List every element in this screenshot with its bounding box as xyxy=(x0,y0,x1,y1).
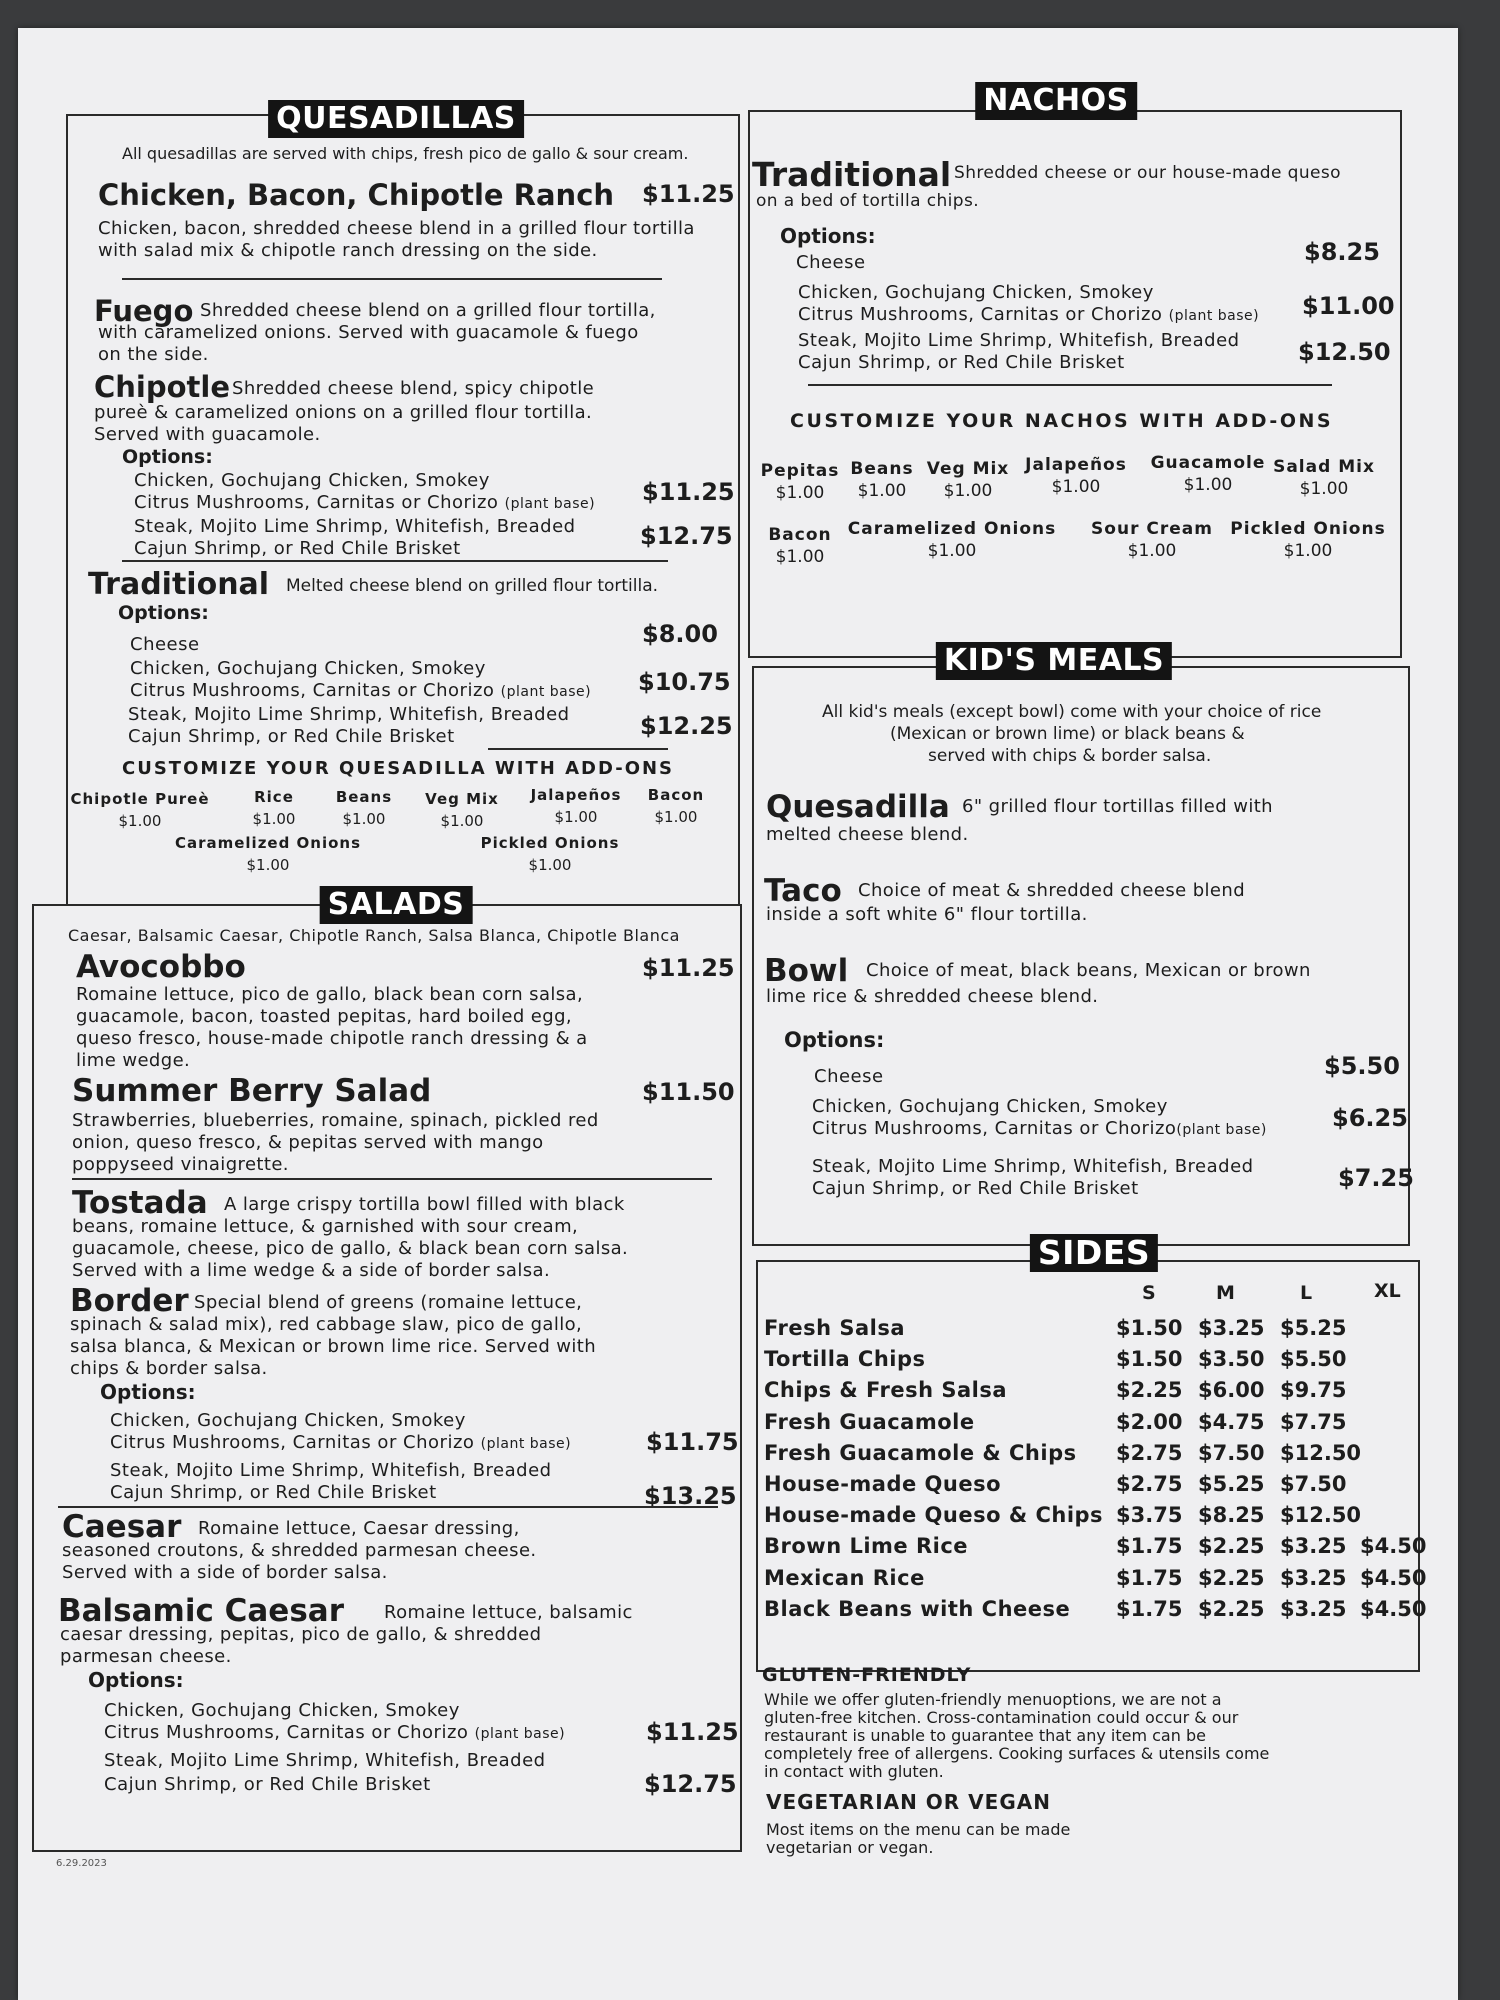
side-price-m: $5.25 xyxy=(1198,1472,1265,1496)
traditional-opt2-price: $12.25 xyxy=(640,712,733,740)
chipotle-opt2-line2: Cajun Shrimp, or Red Chile Brisket xyxy=(134,538,461,559)
kids-meals-header: KID'S MEALS xyxy=(936,642,1172,680)
side-price-l: $7.50 xyxy=(1280,1472,1347,1496)
nachos-opt0-price: $8.25 xyxy=(1304,238,1380,266)
side-item-name: Fresh Salsa xyxy=(764,1316,906,1340)
desc-fuego-1: Shredded cheese blend on a grilled flour tortilla, xyxy=(200,300,656,321)
addon-chipotle-puree xyxy=(71,788,210,832)
plant-base-note: (plant base) xyxy=(474,1726,566,1742)
veg-line-1: Most items on the menu can be made xyxy=(766,1820,1071,1839)
addon-name: Guacamole xyxy=(1150,453,1266,473)
desc-tostada-3: guacamole, cheese, pico de gallo, & black bean corn salsa. xyxy=(72,1238,629,1259)
nachos-opt0: Cheese xyxy=(796,252,866,273)
nachos-opt1-line1: Chicken, Gochujang Chicken, Smokey xyxy=(798,282,1154,303)
side-price-m: $3.25 xyxy=(1198,1316,1265,1340)
desc-traditional-nachos-1: Shredded cheese or our house-made queso xyxy=(954,163,1341,183)
sides-col-xl: XL xyxy=(1374,1280,1401,1302)
side-price-s: $1.50 xyxy=(1116,1347,1183,1372)
addon-name: Beans xyxy=(335,788,393,806)
addon-pickled-onions xyxy=(481,832,620,876)
side-price-l: $5.25 xyxy=(1280,1316,1347,1340)
balsamic-opt2-line2: Cajun Shrimp, or Red Chile Brisket xyxy=(104,1774,431,1795)
addon-price: $1.00 xyxy=(775,483,825,503)
addon-pickled-onions xyxy=(1230,518,1385,562)
side-item-name: Mexican Rice xyxy=(764,1565,925,1590)
price-avocobbo: $11.25 xyxy=(642,954,735,982)
addon-price: $1.00 xyxy=(528,856,572,874)
side-price-m: $2.25 xyxy=(1198,1596,1265,1621)
addon-price: $1.00 xyxy=(1051,477,1101,497)
side-price-l: $3.25 xyxy=(1280,1565,1347,1590)
desc-avocobbo-4: lime wedge. xyxy=(76,1050,191,1071)
side-item-name: Fresh Guacamole & Chips xyxy=(764,1440,1077,1465)
addon-price: $1.00 xyxy=(342,810,386,828)
quesadillas-header: QUESADILLAS xyxy=(268,100,524,138)
item-balsamic-caesar: Balsamic Caesar xyxy=(58,1593,344,1629)
gluten-line-1: While we offer gluten-friendly menuoptions, we are not a xyxy=(764,1690,1222,1709)
traditional-options-label: Options: xyxy=(118,602,209,624)
nachos-options-label: Options: xyxy=(780,224,876,248)
nachos-opt2-line1: Steak, Mojito Lime Shrimp, Whitefish, Breaded xyxy=(798,330,1240,351)
balsamic-opt1-line1: Chicken, Gochujang Chicken, Smokey xyxy=(104,1700,460,1721)
chipotle-opt1-line2 xyxy=(134,492,595,515)
addon-name: Beans xyxy=(850,459,914,479)
border-opt1-line1: Chicken, Gochujang Chicken, Smokey xyxy=(110,1410,466,1431)
item-kids-quesadilla: Quesadilla xyxy=(766,789,950,825)
side-price-l: $3.25 xyxy=(1280,1534,1347,1559)
addon-pepitas xyxy=(761,460,840,504)
border-opt2-line1: Steak, Mojito Lime Shrimp, Whitefish, Breaded xyxy=(110,1460,552,1481)
kids-opt0-price: $5.50 xyxy=(1324,1052,1400,1080)
desc-traditional-nachos-2: on a bed of tortilla chips. xyxy=(756,191,980,211)
desc-fuego-3: on the side. xyxy=(98,344,209,365)
side-price-s: $1.50 xyxy=(1116,1316,1183,1340)
desc-chicken-bacon-chipotle-ranch: Chicken, bacon, shredded cheese blend in a grilled flour tortilla with salad mix & chipotle ranch dressing on the side. xyxy=(98,218,695,261)
side-item-name: Black Beans with Cheese xyxy=(764,1596,1071,1621)
plant-base-note: (plant base) xyxy=(480,1436,572,1452)
side-price-m: $7.50 xyxy=(1198,1440,1265,1465)
side-price-l: $12.50 xyxy=(1280,1440,1362,1465)
addon-price: $1.00 xyxy=(775,547,825,567)
addon-jalapenos xyxy=(1025,454,1127,498)
addon-price: $1.00 xyxy=(1183,475,1233,495)
addon-price: $1.00 xyxy=(1127,541,1177,561)
desc-berry-2: onion, queso fresco, & pepitas served with mango xyxy=(72,1132,544,1153)
addon-bacon xyxy=(648,784,704,828)
desc-chipotle-3: Served with guacamole. xyxy=(94,424,321,445)
addon-jalapenos xyxy=(531,784,622,828)
desc-balsamic-1: Romaine lettuce, balsamic xyxy=(384,1602,633,1623)
traditional-opt0-price: $8.00 xyxy=(642,620,718,648)
addon-rice xyxy=(253,786,296,830)
kids-opt0: Cheese xyxy=(814,1066,884,1087)
addon-price: $1.00 xyxy=(1283,541,1333,561)
addon-name: Bacon xyxy=(768,525,832,545)
addon-name: Jalapeños xyxy=(530,786,622,804)
plant-base-note: (plant base) xyxy=(1168,308,1260,324)
kids-intro-1: All kid's meals (except bowl) come with your choice of rice xyxy=(822,702,1322,722)
side-item-name: Tortilla Chips xyxy=(764,1347,926,1372)
opt-text: Citrus Mushrooms, Carnitas or Chorizo xyxy=(812,1118,1177,1139)
addon-price: $1.00 xyxy=(654,808,698,826)
gluten-line-3: restaurant is unable to guarantee that any item can be xyxy=(764,1726,1206,1745)
side-price-s: $2.75 xyxy=(1116,1440,1183,1465)
addon-beans xyxy=(850,458,913,502)
balsamic-opt2-price: $12.75 xyxy=(644,1770,737,1798)
border-opt2-price: $13.25 xyxy=(644,1482,737,1510)
side-item-name: Chips & Fresh Salsa xyxy=(764,1378,1008,1403)
addon-caramelized-onions xyxy=(175,832,361,876)
item-border: Border xyxy=(70,1283,189,1319)
side-price-xl: $4.50 xyxy=(1360,1565,1427,1590)
desc-caesar-3: Served with a side of border salsa. xyxy=(62,1562,388,1583)
addon-price: $1.00 xyxy=(246,856,290,874)
item-traditional-nachos: Traditional xyxy=(752,155,952,194)
item-chicken-bacon-chipotle-ranch: Chicken, Bacon, Chipotle Ranch xyxy=(98,178,615,212)
balsamic-opt1-line2 xyxy=(104,1722,565,1745)
side-price-s: $3.75 xyxy=(1116,1503,1183,1528)
addon-beans xyxy=(336,786,392,830)
traditional-opt1-line1: Chicken, Gochujang Chicken, Smokey xyxy=(130,658,486,679)
chipotle-opt1-line1: Chicken, Gochujang Chicken, Smokey xyxy=(134,470,490,491)
opt-text: Citrus Mushrooms, Carnitas or Chorizo xyxy=(134,492,499,513)
item-caesar: Caesar xyxy=(62,1509,182,1545)
item-traditional-quesadilla: Traditional xyxy=(88,567,270,602)
addon-name: Bacon xyxy=(647,786,705,804)
addon-price: $1.00 xyxy=(252,810,296,828)
item-kids-taco: Taco xyxy=(764,873,842,909)
menu-date: 6.29.2023 xyxy=(56,1858,107,1869)
kids-intro-2: (Mexican or brown lime) or black beans & xyxy=(890,724,1245,744)
addon-name: Pickled Onions xyxy=(1230,519,1386,539)
addon-guacamole xyxy=(1151,452,1266,496)
traditional-opt2-line2: Cajun Shrimp, or Red Chile Brisket xyxy=(128,726,455,747)
side-price-m: $3.50 xyxy=(1198,1347,1265,1372)
addon-veg-mix xyxy=(425,788,499,832)
nachos-opt2-line2: Cajun Shrimp, or Red Chile Brisket xyxy=(798,352,1125,373)
salads-header: SALADS xyxy=(320,886,473,924)
kids-opt2-line2: Cajun Shrimp, or Red Chile Brisket xyxy=(812,1178,1139,1199)
side-item-name: House-made Queso xyxy=(764,1472,1002,1496)
addon-name: Rice xyxy=(254,788,294,806)
opt-text: Citrus Mushrooms, Carnitas or Chorizo xyxy=(104,1722,469,1743)
nachos-addons-title: CUSTOMIZE YOUR NACHOS WITH ADD-ONS xyxy=(790,410,1334,432)
border-opt2-line2: Cajun Shrimp, or Red Chile Brisket xyxy=(110,1482,437,1503)
desc-kids-bowl-2: lime rice & shredded cheese blend. xyxy=(766,986,1099,1007)
nachos-header: NACHOS xyxy=(975,82,1137,120)
quesadillas-intro: All quesadillas are served with chips, fresh pico de gallo & sour cream. xyxy=(122,144,689,163)
side-price-xl: $4.50 xyxy=(1360,1534,1427,1559)
desc-kids-taco-2: inside a soft white 6" flour tortilla. xyxy=(766,904,1088,925)
chipotle-opt2-price: $12.75 xyxy=(640,522,733,550)
item-fuego: Fuego xyxy=(94,294,194,328)
traditional-opt1-line2 xyxy=(130,680,591,703)
traditional-opt1-price: $10.75 xyxy=(638,668,731,696)
addon-name: Pepitas xyxy=(760,461,840,481)
gluten-line-4: completely free of allergens. Cooking surfaces & utensils come xyxy=(764,1744,1270,1763)
desc-tostada-1: A large crispy tortilla bowl filled with black xyxy=(224,1194,625,1215)
veg-title: VEGETARIAN OR VEGAN xyxy=(766,1790,1051,1814)
desc-tostada-2: beans, romaine lettuce, & garnished with sour cream, xyxy=(72,1216,579,1237)
border-options-label: Options: xyxy=(100,1380,196,1404)
border-opt1-line2 xyxy=(110,1432,571,1455)
gluten-line-5: in contact with gluten. xyxy=(764,1762,944,1781)
kids-opt1-price: $6.25 xyxy=(1332,1104,1408,1132)
desc-avocobbo-1: Romaine lettuce, pico de gallo, black bean corn salsa, xyxy=(76,984,584,1005)
item-tostada: Tostada xyxy=(72,1185,208,1221)
side-price-s: $2.00 xyxy=(1116,1409,1183,1434)
side-price-m: $6.00 xyxy=(1198,1378,1265,1403)
desc-kids-quesadilla-1: 6" grilled flour tortillas filled with xyxy=(962,796,1273,817)
addon-price: $1.00 xyxy=(943,481,993,501)
addon-veg-mix xyxy=(927,458,1010,502)
kids-options-label: Options: xyxy=(784,1028,885,1052)
side-price-s: $2.25 xyxy=(1116,1378,1183,1403)
divider xyxy=(58,1506,718,1508)
menu-page xyxy=(18,28,1458,2000)
divider xyxy=(808,384,1332,386)
desc-chipotle-1: Shredded cheese blend, spicy chipotle xyxy=(232,378,595,399)
addon-salad-mix xyxy=(1273,456,1375,500)
addon-price: $1.00 xyxy=(1299,479,1349,499)
traditional-opt2-line1: Steak, Mojito Lime Shrimp, Whitefish, Breaded xyxy=(128,704,570,725)
salad-dressings: Caesar, Balsamic Caesar, Chipotle Ranch, Salsa Blanca, Chipotle Blanca xyxy=(68,926,680,945)
kids-opt1-line1: Chicken, Gochujang Chicken, Smokey xyxy=(812,1096,1168,1117)
balsamic-opt2-line1: Steak, Mojito Lime Shrimp, Whitefish, Breaded xyxy=(104,1750,546,1771)
addon-bacon xyxy=(768,524,831,568)
addon-name: Salad Mix xyxy=(1273,457,1375,477)
addon-price: $1.00 xyxy=(554,808,598,826)
addon-name: Sour Cream xyxy=(1091,519,1213,539)
divider xyxy=(122,278,662,280)
opt-text: Citrus Mushrooms, Carnitas or Chorizo xyxy=(130,680,495,701)
addon-name: Jalapeños xyxy=(1025,455,1127,475)
side-price-s: $1.75 xyxy=(1116,1534,1183,1559)
desc-border-1: Special blend of greens (romaine lettuce, xyxy=(194,1292,583,1313)
nachos-opt1-line2 xyxy=(798,304,1259,327)
price-chicken-bacon-chipotle-ranch: $11.25 xyxy=(642,180,735,208)
opt-text: Citrus Mushrooms, Carnitas or Chorizo xyxy=(798,304,1163,325)
desc-avocobbo-2: guacamole, bacon, toasted pepitas, hard boiled egg, xyxy=(76,1006,573,1027)
addon-name: Pickled Onions xyxy=(480,834,620,852)
quesadilla-addons-title: CUSTOMIZE YOUR QUESADILLA WITH ADD-ONS xyxy=(122,758,675,779)
addon-name: Caramelized Onions xyxy=(847,519,1057,539)
side-item-name: Fresh Guacamole xyxy=(764,1409,975,1434)
desc-border-2: spinach & salad mix), red cabbage slaw, pico de gallo, xyxy=(70,1314,583,1335)
item-summer-berry-salad: Summer Berry Salad xyxy=(72,1073,432,1109)
gluten-line-2: gluten-free kitchen. Cross-contamination could occur & our xyxy=(764,1708,1239,1727)
addon-sour-cream xyxy=(1091,518,1213,562)
balsamic-opt1-price: $11.25 xyxy=(646,1718,739,1746)
side-price-s: $1.75 xyxy=(1116,1565,1183,1590)
opt-text: Citrus Mushrooms, Carnitas or Chorizo xyxy=(110,1432,475,1453)
side-price-m: $8.25 xyxy=(1198,1503,1265,1528)
item-avocobbo: Avocobbo xyxy=(76,949,246,985)
divider xyxy=(122,560,668,562)
nachos-opt2-price: $12.50 xyxy=(1298,338,1391,366)
sides-col-s: S xyxy=(1142,1282,1156,1304)
divider xyxy=(72,1178,712,1180)
sides-col-m: M xyxy=(1216,1282,1235,1304)
desc-caesar-1: Romaine lettuce, Caesar dressing, xyxy=(198,1518,520,1539)
border-opt1-price: $11.75 xyxy=(646,1428,739,1456)
desc-kids-quesadilla-2: melted cheese blend. xyxy=(766,824,969,845)
addon-name: Chipotle Pureè xyxy=(70,790,210,808)
desc-balsamic-2: caesar dressing, pepitas, pico de gallo, & shredded xyxy=(60,1624,542,1645)
addon-name: Veg Mix xyxy=(425,790,499,808)
gluten-title: GLUTEN-FRIENDLY xyxy=(762,1664,972,1686)
desc-balsamic-3: parmesan cheese. xyxy=(60,1646,232,1667)
desc-chipotle-2: pureè & caramelized onions on a grilled flour tortilla. xyxy=(94,402,593,423)
kids-opt2-line1: Steak, Mojito Lime Shrimp, Whitefish, Breaded xyxy=(812,1156,1254,1177)
desc-fuego-2: with caramelized onions. Served with guacamole & fuego xyxy=(98,322,639,343)
addon-price: $1.00 xyxy=(857,481,907,501)
addon-caramelized-onions xyxy=(848,518,1057,562)
nachos-opt1-price: $11.00 xyxy=(1302,292,1395,320)
addon-name: Caramelized Onions xyxy=(174,834,362,852)
side-price-l: $7.75 xyxy=(1280,1409,1347,1434)
side-price-l: $5.50 xyxy=(1280,1347,1347,1372)
desc-berry-1: Strawberries, blueberries, romaine, spinach, pickled red xyxy=(72,1110,599,1131)
side-price-s: $1.75 xyxy=(1116,1596,1183,1621)
chipotle-opt2-line1: Steak, Mojito Lime Shrimp, Whitefish, Breaded xyxy=(134,516,576,537)
plant-base-note: (plant base) xyxy=(500,684,592,700)
side-price-m: $2.25 xyxy=(1198,1534,1265,1559)
desc-caesar-2: seasoned croutons, & shredded parmesan cheese. xyxy=(62,1540,537,1561)
side-price-l: $9.75 xyxy=(1280,1378,1347,1403)
side-item-name: Brown Lime Rice xyxy=(764,1534,969,1559)
veg-line-2: vegetarian or vegan. xyxy=(766,1838,934,1857)
item-kids-bowl: Bowl xyxy=(764,953,849,989)
side-price-m: $2.25 xyxy=(1198,1565,1265,1590)
kids-intro-3: served with chips & border salsa. xyxy=(928,746,1212,766)
side-price-xl: $4.50 xyxy=(1360,1596,1427,1621)
price-summer-berry-salad: $11.50 xyxy=(642,1078,735,1106)
desc-kids-bowl-1: Choice of meat, black beans, Mexican or brown xyxy=(866,960,1311,981)
desc-berry-3: poppyseed vinaigrette. xyxy=(72,1154,289,1175)
desc-border-4: chips & border salsa. xyxy=(70,1358,268,1379)
desc-avocobbo-3: queso fresco, house-made chipotle ranch dressing & a xyxy=(76,1028,588,1049)
sides-col-l: L xyxy=(1300,1282,1313,1304)
desc-border-3: salsa blanca, & Mexican or brown lime rice. Served with xyxy=(70,1336,597,1357)
divider xyxy=(488,748,668,750)
addon-price: $1.00 xyxy=(927,541,977,561)
chipotle-options-label: Options: xyxy=(122,446,213,468)
desc-traditional-quesadilla: Melted cheese blend on grilled flour tortilla. xyxy=(286,576,659,596)
chipotle-opt1-price: $11.25 xyxy=(642,478,735,506)
side-price-s: $2.75 xyxy=(1116,1472,1183,1496)
traditional-opt0: Cheese xyxy=(130,634,200,655)
balsamic-options-label: Options: xyxy=(88,1668,184,1692)
plant-base-note: (plant base) xyxy=(1176,1122,1267,1138)
addon-price: $1.00 xyxy=(440,812,484,830)
addon-name: Veg Mix xyxy=(926,459,1010,479)
addon-price: $1.00 xyxy=(118,812,162,830)
side-price-l: $12.50 xyxy=(1280,1503,1362,1528)
desc-kids-taco-1: Choice of meat & shredded cheese blend xyxy=(858,880,1246,901)
side-price-l: $3.25 xyxy=(1280,1596,1347,1621)
side-item-name: House-made Queso & Chips xyxy=(764,1503,1104,1528)
desc-tostada-4: Served with a lime wedge & a side of border salsa. xyxy=(72,1260,551,1281)
side-price-m: $4.75 xyxy=(1198,1409,1265,1434)
item-chipotle: Chipotle xyxy=(94,370,231,404)
kids-opt1-line2 xyxy=(812,1118,1267,1141)
kids-opt2-price: $7.25 xyxy=(1338,1164,1414,1192)
sides-header: SIDES xyxy=(1030,1234,1158,1272)
plant-base-note: (plant base) xyxy=(504,496,596,512)
